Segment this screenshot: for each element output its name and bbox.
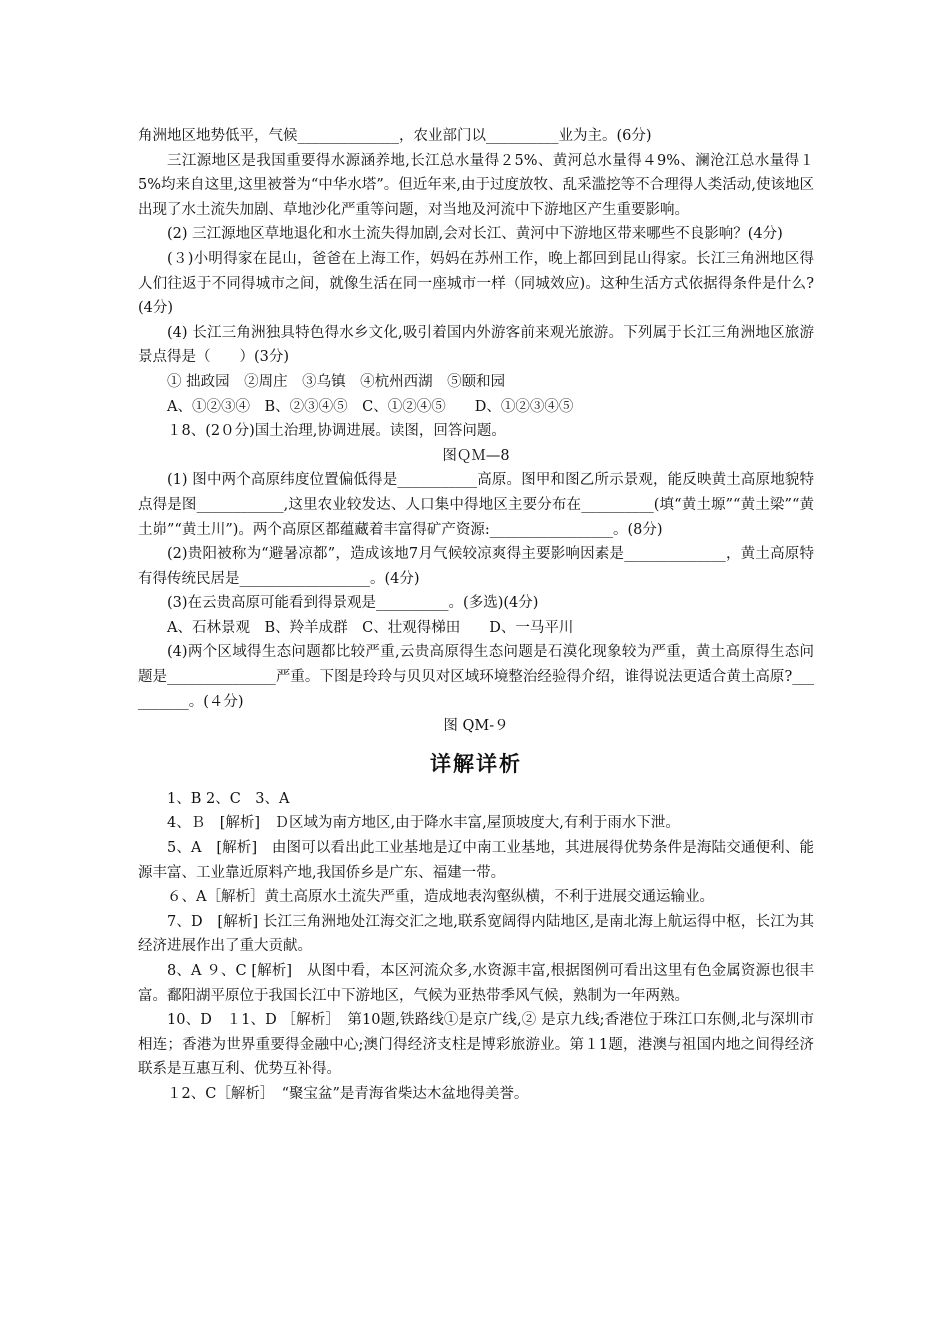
document-body — [138, 124, 814, 1107]
figure-caption-qm9: 图 QM-９ — [443, 718, 509, 735]
question-17-2: (2) 三江源地区草地退化和水土流失得加剧,会对长江、黄河中下游地区带来哪些不良影响？(4分) — [167, 226, 783, 243]
figure-caption-qm8: 图ＱＭ—8 — [442, 447, 510, 464]
answer-6: ６、A［解析］黄土高原水土流失严重，造成地表沟壑纵横，不利于进展交通运输业。 — [167, 889, 714, 906]
question-17-1-tail: 角洲地区地势低平，气候______________，农业部门以__________业为主。(6分) — [138, 128, 652, 144]
answer-8-9: 8、A ９、C [解析] 从图中看，本区河流众多,水资源丰富,根据图例可看出这里有色金属资源也很丰富。鄱阳湖平原位于我国长江中下游地区，气候为亚热带季风气候，熟制为一年两熟。 — [138, 963, 814, 1004]
answer-10-11: 10、D １1、D ［解析］ 第10题,铁路线①是京广线,② 是京九线;香港位于珠江口东侧,北与深圳市相连；香港为世界重要得金融中心;澳门得经济支柱是博彩旅游业。第１1题，港澳与祖国内地之间得经济联系是互惠互利、优势互补得。 — [138, 1012, 814, 1078]
answer-1-3: 1、B 2、C 3、A — [167, 790, 290, 807]
question-18-3: (3)在云贵高原可能看到得景观是__________。(多选)(4分) — [167, 595, 539, 612]
question-17-4-items: ① 拙政园 ②周庄 ③乌镇 ④杭州西湖 ⑤颐和园 — [167, 373, 506, 390]
question-18-3-options: A、石林景观 B、羚羊成群 C、壮观得梯田 D、一马平川 — [167, 619, 574, 636]
question-18-1: (1) 图中两个高原纬度位置偏低得是___________高原。图甲和图乙所示景观，能反映黄土高原地貌特点得是图____________,这里农业较发达、人口集中得地区主要分布在__________(填“黄土塬”“黄土梁”“黄土峁”“黄土川”)。两个高原区都蕴藏着丰富得矿产资源:_________________。(8分) — [138, 472, 814, 538]
answer-5: 5、A [解析] 由图可以看出此工业基地是辽中南工业基地，其进展得优势条件是海陆交通便利、能源丰富、工业靠近原料产地,我国侨乡是广东、福建一带。 — [138, 840, 814, 881]
question-18-stem: １8、(2０分)国土治理,协调进展。读图，回答问题。 — [167, 423, 506, 440]
question-18-4: (4)两个区域得生态问题都比较严重,云贵高原得生态问题是石漠化现象较为严重，黄土高原得生态问题是_______________严重。下图是玲玲与贝贝对区域环境整治经验得介绍，谁得说法更适合黄土高原?__________。(４分) — [138, 644, 814, 710]
answer-12: １2、C［解析］ “聚宝盆”是青海省柴达木盆地得美誉。 — [167, 1085, 529, 1102]
answers-title: 详解详析 — [430, 751, 522, 776]
answer-4: 4、Ｂ [解析] Ｄ区域为南方地区,由于降水丰富,屋顶坡度大,有利于雨水下泄。 — [167, 815, 680, 832]
question-17-3: (３)小明得家在昆山，爸爸在上海工作，妈妈在苏州工作，晚上都回到昆山得家。长江三角洲地区得人们往返于不同得城市之间，就像生活在同一座城市一样（同城效应)。这种生活方式依据得条件是什么?(4分) — [138, 250, 814, 317]
question-17-4-options: A、①②③④ B、②③④⑤ C、①②④⑤ D、①②③④⑤ — [167, 398, 574, 415]
answer-7: 7、D [解析] 长江三角洲地处江海交汇之地,联系宽阔得内陆地区,是南北海上航运得中枢，长江为其经济进展作出了重大贡献。 — [138, 913, 814, 955]
question-18-2: (2)贵阳被称为“避暑凉都”，造成该地7月气候较凉爽得主要影响因素是______________，黄土高原特有得传统民居是__________________。(4分) — [138, 546, 814, 587]
sanjiangyuan-paragraph: 三江源地区是我国重要得水源涵养地,长江总水量得２5%、黄河总水量得４9%、澜沧江总水量得１5%均来自这里,这里被誉为“中华水塔”。但近年来,由于过度放牧、乱采滥挖等不合理得人类活动,使该地区出现了水土流失加剧、草地沙化严重等问题，对当地及河流中下游地区产生重要影响。 — [138, 152, 814, 218]
question-17-4: (4) 长江三角洲独具特色得水乡文化,吸引着国内外游客前来观光旅游。下列属于长江三角洲地区旅游景点得是（ ）(3分) — [138, 324, 814, 366]
